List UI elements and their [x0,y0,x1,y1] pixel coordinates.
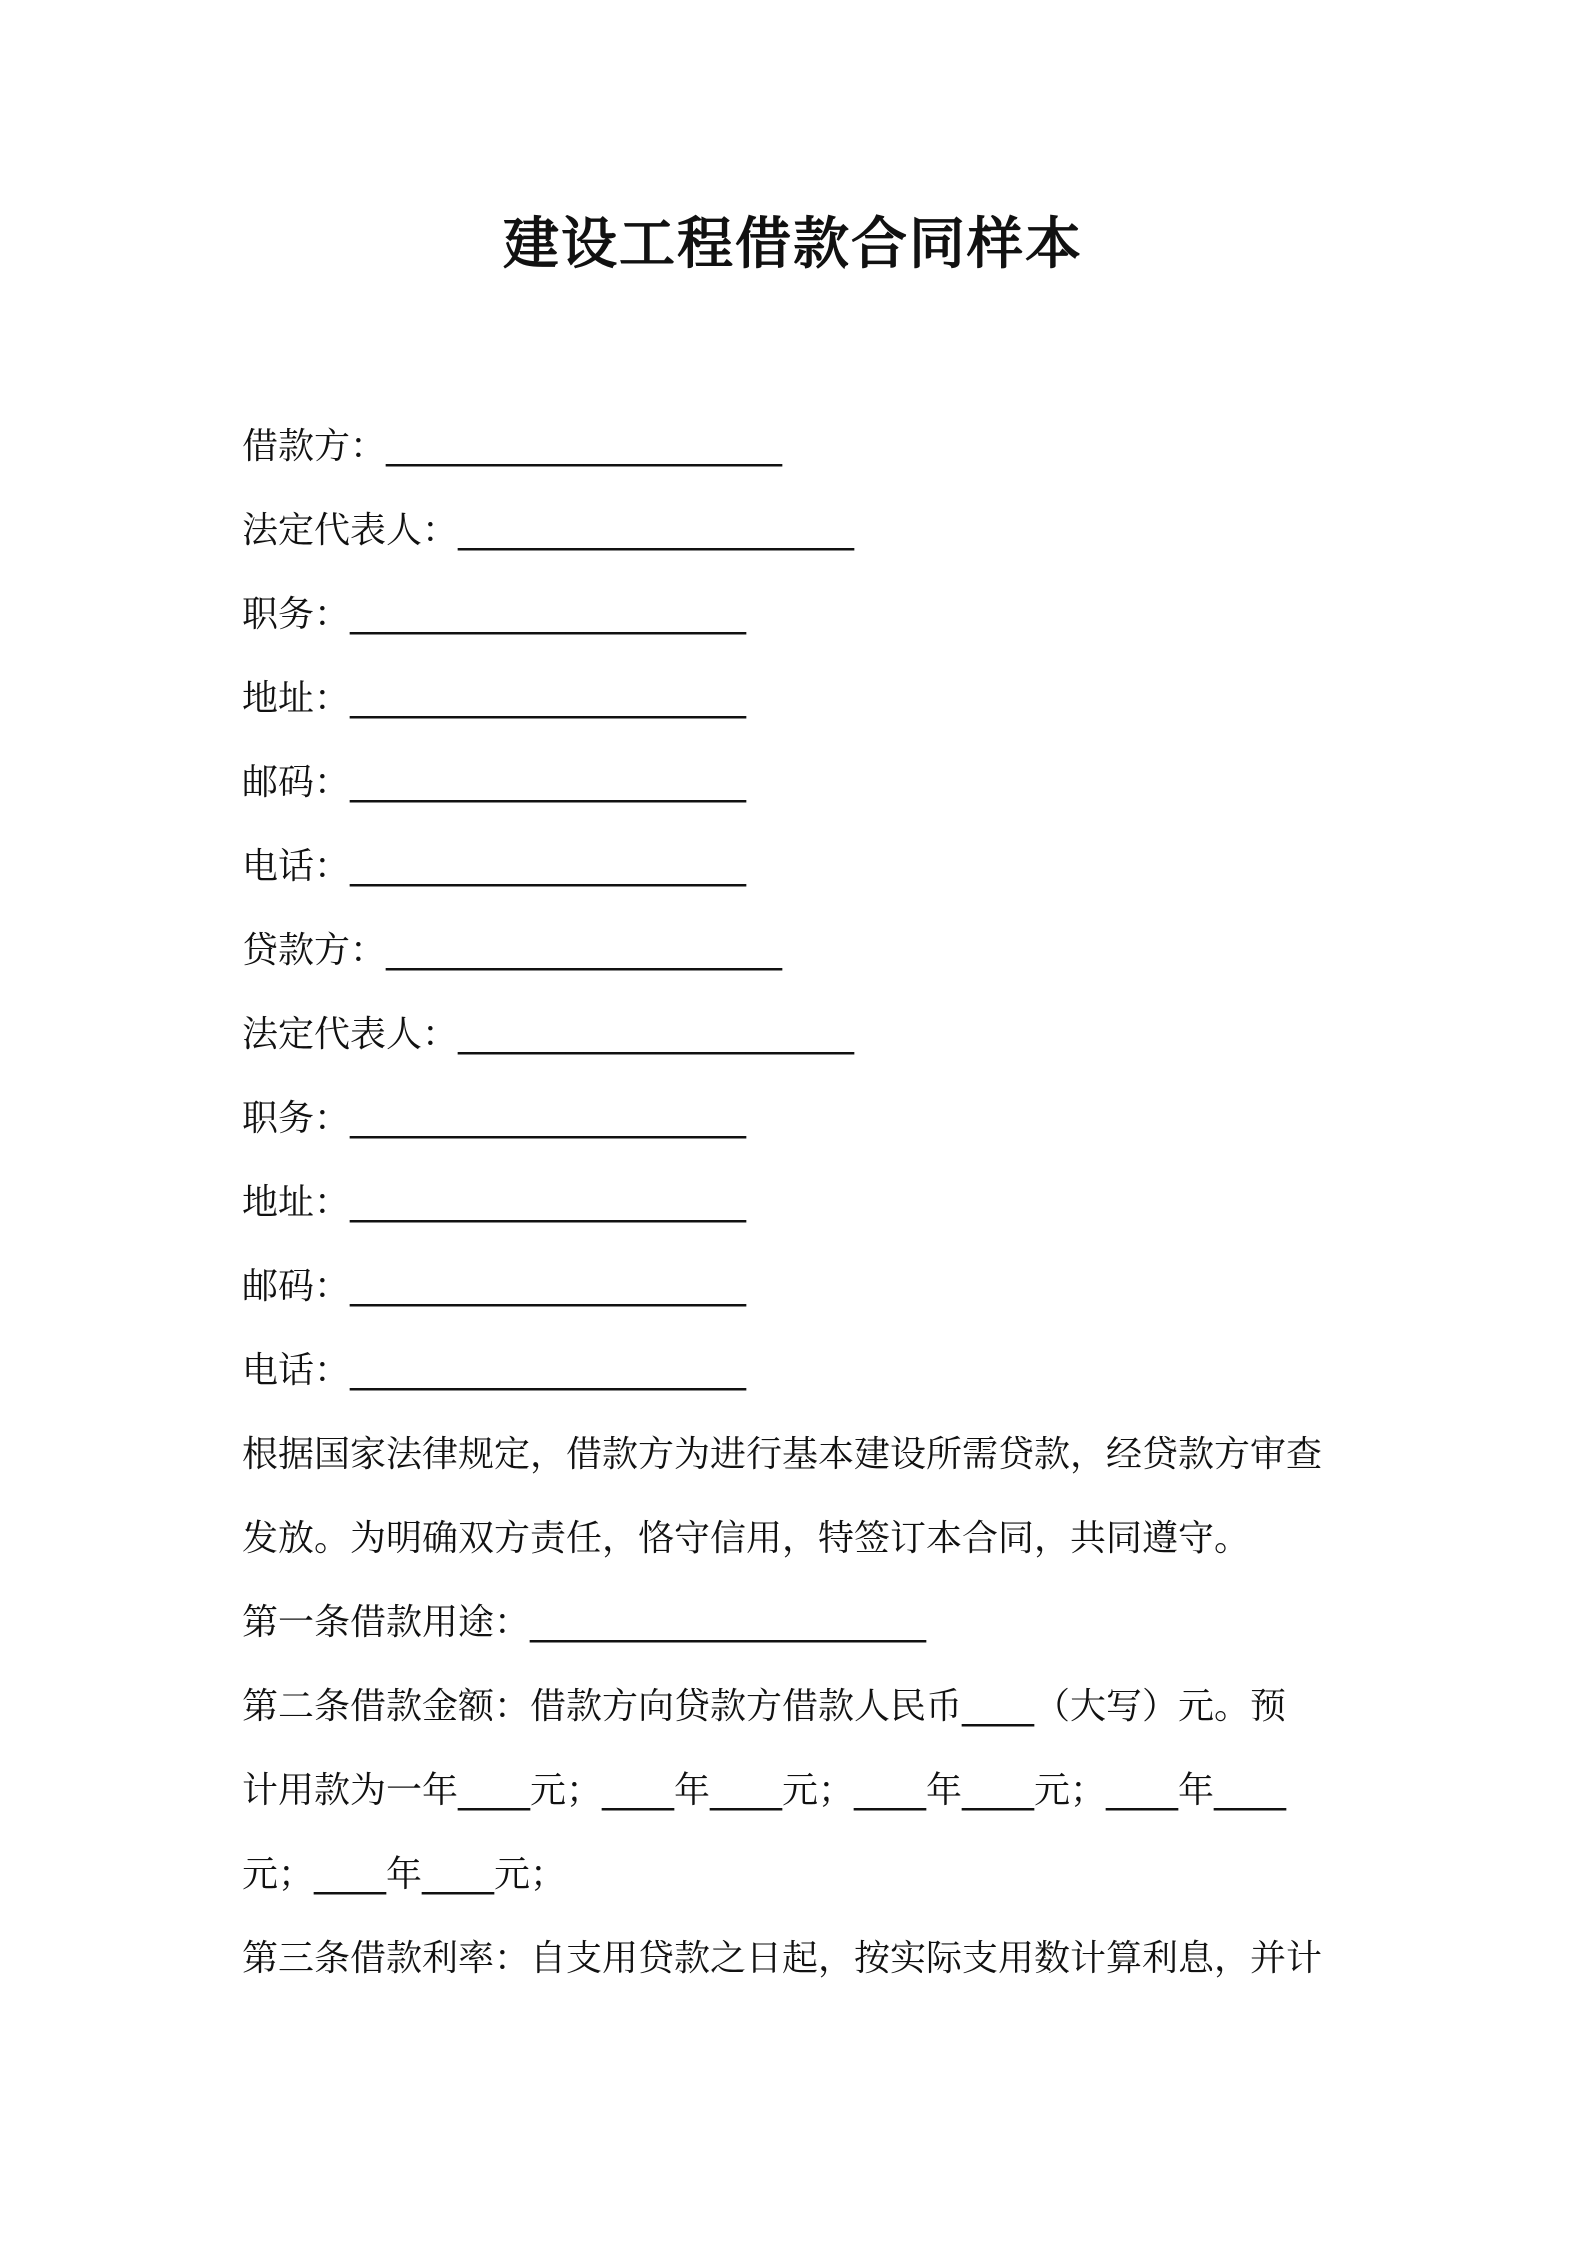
field-blank: ______________________ [350,1098,747,1139]
field-blank: ______________________ [350,594,747,635]
lender-address-line [242,1161,1362,1245]
field-blank: ______________________ [350,1266,747,1307]
preamble-line: 根据国家法律规定，借款方为进行基本建设所需贷款，经贷款方审查 [242,1434,1323,1475]
borrower-postcode-line [242,741,1362,825]
field-label: 邮码： [242,1266,351,1307]
borrower-name-line [242,405,1362,489]
field-blank: ______________________ [350,1350,747,1391]
field-blank: ______________________ [350,846,747,887]
field-blank: ______________________ [386,930,783,971]
field-label: 地址： [242,678,351,719]
field-label: 地址： [242,1182,351,1223]
lender-representative-line [242,993,1362,1077]
document-title: 建设工程借款合同样本 [503,212,1083,277]
field-blank: ______________________ [530,1602,927,1643]
field-label: 职务： [242,1098,351,1139]
document-body [242,405,1362,2001]
borrower-phone-line [242,825,1362,909]
borrower-position-line [242,573,1362,657]
field-blank: ______________________ [350,678,747,719]
field-label: 法定代表人： [242,510,459,551]
field-blank: ______________________ [386,426,783,467]
lender-position-line [242,1077,1362,1161]
field-blank: ______________________ [458,1014,855,1055]
field-label: 法定代表人： [242,1014,459,1055]
article3-line: 第三条借款利率：自支用贷款之日起，按实际支用数计算利息，并计 [242,1938,1323,1979]
field-label: 电话： [242,1350,351,1391]
field-label: 借款方： [242,426,387,467]
field-label: 职务： [242,594,351,635]
lender-name-line [242,909,1362,993]
field-blank: ______________________ [350,762,747,803]
field-label: 贷款方： [242,930,387,971]
article2-line: 计用款为一年____元；____年____元；____年____元；____年____ [242,1770,1287,1811]
article1-line [242,1581,1362,1665]
article2-line: 第二条借款金额：借款方向贷款方借款人民币____（大写）元。预 [242,1686,1287,1727]
borrower-representative-line [242,489,1362,573]
field-label: 邮码： [242,762,351,803]
lender-postcode-line [242,1245,1362,1329]
article2-line: 元；____年____元； [242,1854,567,1895]
field-label: 电话： [242,846,351,887]
lender-phone-line [242,1329,1362,1413]
field-blank: ______________________ [458,510,855,551]
preamble-line: 发放。为明确双方责任，恪守信用，特签订本合同，共同遵守。 [242,1518,1251,1559]
field-blank: ______________________ [350,1182,747,1223]
borrower-address-line [242,657,1362,741]
field-label: 第一条借款用途： [242,1602,531,1643]
